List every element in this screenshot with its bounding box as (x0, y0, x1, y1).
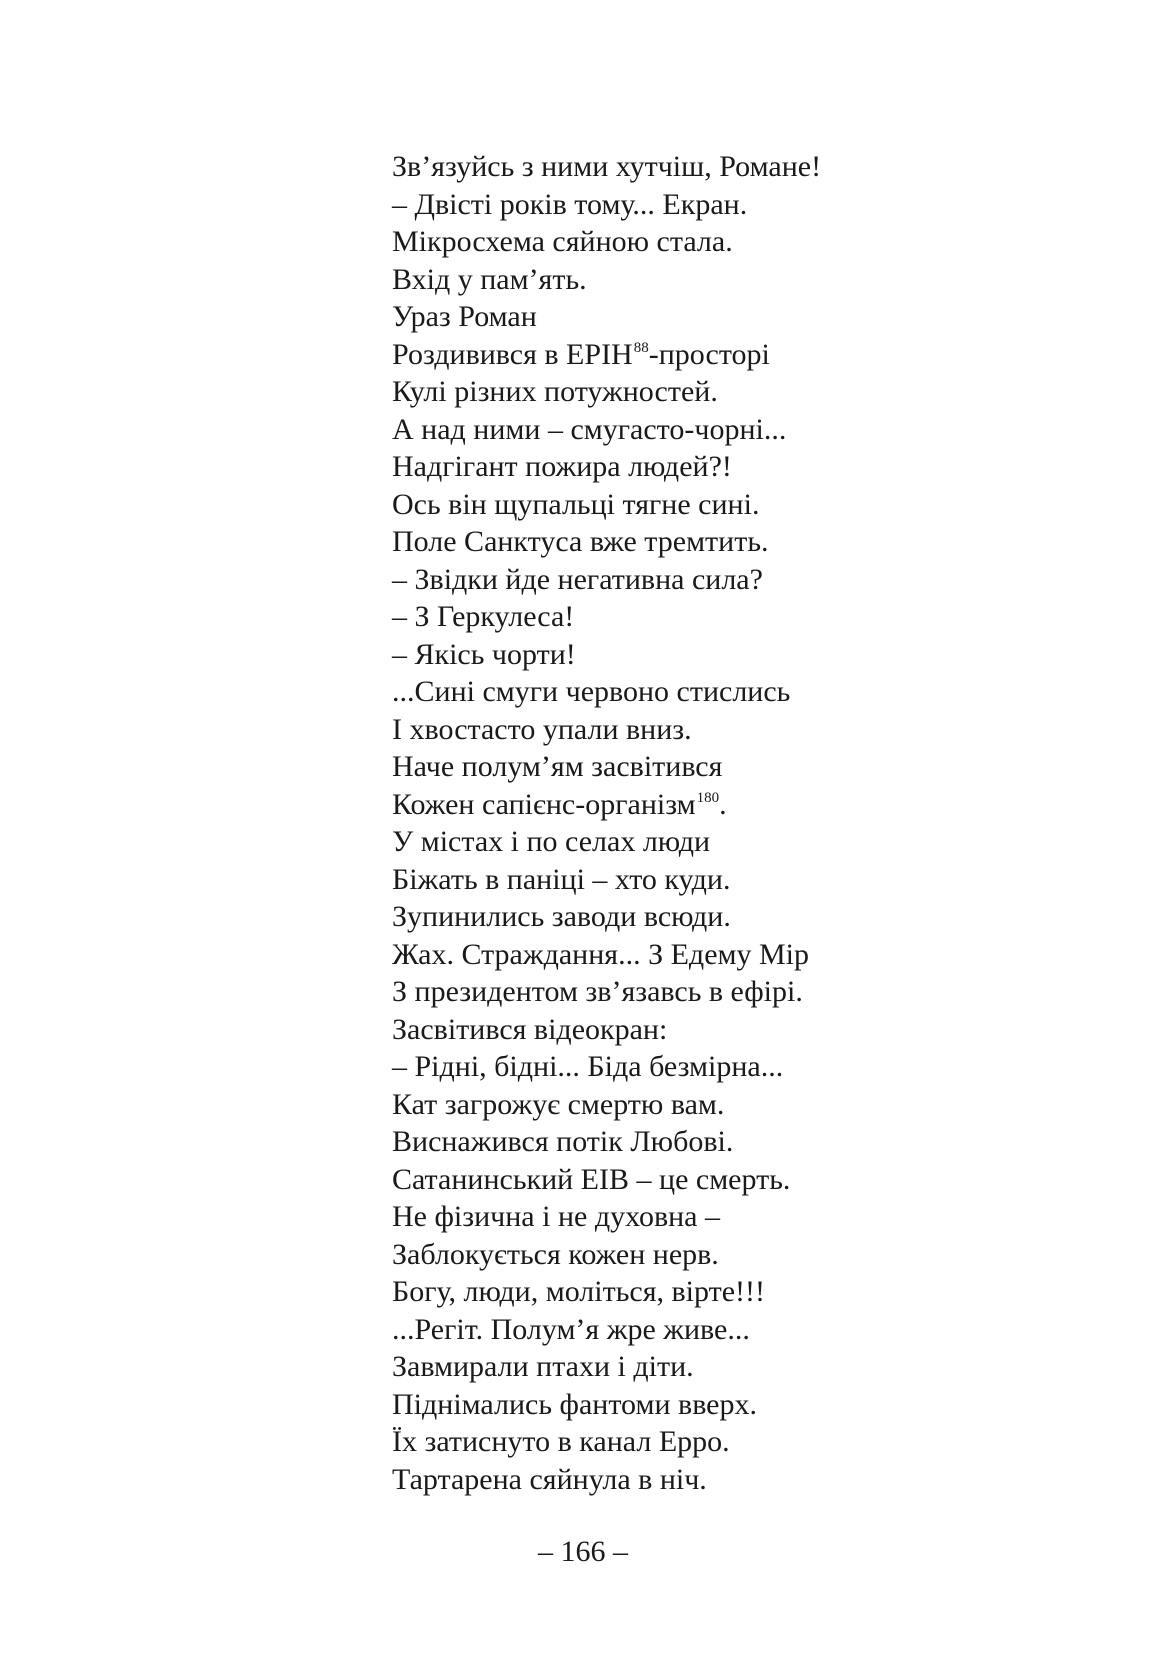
poem-line-text: Кожен сапієнс-організм (392, 787, 696, 821)
poem-line (392, 411, 821, 449)
poem-line-text: Сатанинський ЕІВ – це смерть. (392, 1162, 791, 1196)
poem-line-text: – Рідні, бідні... Біда безмірна... (392, 1050, 784, 1083)
poem-line-text: Засвітився відеокран: (392, 1012, 668, 1046)
poem-line (392, 1011, 821, 1049)
poem-line (392, 861, 821, 899)
poem-line-text: Тартарена сяйнула в ніч. (392, 1462, 707, 1496)
poem-line-text: Їх затиснуто в канал Ерро. (392, 1425, 730, 1458)
poem-line (392, 298, 821, 336)
poem-line-text: ...Сині смуги червоно стислись (392, 675, 791, 708)
poem-line (392, 636, 821, 674)
poem-line-text: Вхід у пам’ять. (392, 262, 587, 296)
poem-line-text: . (719, 787, 727, 821)
poem-line (392, 1161, 821, 1199)
poem-line (392, 1386, 821, 1424)
poem-line (392, 598, 821, 636)
poem-line (392, 823, 821, 861)
poem-line (392, 973, 821, 1011)
poem-line (392, 186, 821, 224)
poem-line-text: Богу, люди, моліться, вірте!!! (392, 1275, 766, 1308)
poem-line-text: І хвостасто упали вниз. (392, 712, 692, 746)
poem-line (392, 673, 821, 711)
poem-line (392, 898, 821, 936)
poem-line-text: Роздивився в ЕРІН (392, 337, 633, 371)
poem-line (392, 936, 821, 974)
poem-line (392, 223, 821, 261)
poem-line-text: ...Регіт. Полум’я жре живе... (392, 1312, 750, 1346)
poem-line (392, 1311, 821, 1349)
poem-text (392, 148, 821, 1498)
poem-line (392, 1461, 821, 1499)
poem-line (392, 148, 821, 186)
poem-line-text: Не фізична і не духовна – (392, 1200, 720, 1233)
poem-line (392, 1198, 821, 1236)
poem-line (392, 561, 821, 599)
poem-line-text: Піднімались фантоми вверх. (392, 1387, 757, 1421)
poem-line-text: Наче полум’ям засвітився (392, 750, 723, 783)
poem-line (392, 1086, 821, 1124)
poem-line (392, 1123, 821, 1161)
poem-line (392, 486, 821, 524)
poem-line (392, 336, 821, 374)
poem-line-text: – Звідки йде негативна сила? (392, 562, 763, 596)
poem-line (392, 373, 821, 411)
poem-line (392, 1236, 821, 1274)
poem-line-text: – Двісті років тому... Екран. (392, 187, 748, 221)
poem-line-text: А над ними – смугасто-чорні... (392, 412, 787, 446)
poem-line (392, 261, 821, 299)
poem-line-text: Завмирали птахи і діти. (392, 1350, 694, 1383)
poem-line-text: Поле Санктуса вже тремтить. (392, 525, 769, 558)
poem-line-text: Кат загрожує смертю вам. (392, 1087, 725, 1121)
poem-line (392, 786, 821, 824)
poem-line-text: – Якісь чорти! (392, 637, 576, 671)
poem-line (392, 448, 821, 486)
poem-line-text: Виснажився потік Любові. (392, 1125, 734, 1158)
poem-line (392, 1348, 821, 1386)
poem-line (392, 711, 821, 749)
poem-line-text: Кулі різних потужностей. (392, 375, 718, 408)
poem-line-text: Зупинились заводи всюди. (392, 900, 731, 933)
footnote-marker: 88 (633, 339, 649, 356)
poem-line-text: З президентом зв’язавсь в ефірі. (392, 975, 803, 1008)
poem-line (392, 1423, 821, 1461)
poem-line-text: Зв’язуйсь з ними хутчіш, Романе! (392, 150, 822, 183)
poem-line-text: Заблокується кожен нерв. (392, 1237, 719, 1271)
poem-line-text: Ураз Роман (392, 300, 537, 333)
poem-line-text: -просторі (648, 337, 770, 371)
footnote-marker: 180 (696, 789, 720, 806)
page-number: – 166 – (538, 1535, 628, 1568)
poem-line-text: Надгігант пожира людей?! (392, 450, 732, 483)
poem-line-text: Жах. Страждання... З Едему Мір (392, 937, 809, 971)
poem-line (392, 748, 821, 786)
poem-line-text: Біжать в паніці – хто куди. (392, 862, 731, 896)
poem-line-text: Мікросхема сяйною стала. (392, 225, 733, 258)
poem-line (392, 1273, 821, 1311)
poem-line-text: У містах і по селах люди (392, 825, 711, 858)
poem-line-text: Ось він щупальці тягне сині. (392, 487, 760, 521)
poem-line (392, 1048, 821, 1086)
poem-line (392, 523, 821, 561)
poem-line-text: – З Геркулеса! (392, 600, 575, 633)
